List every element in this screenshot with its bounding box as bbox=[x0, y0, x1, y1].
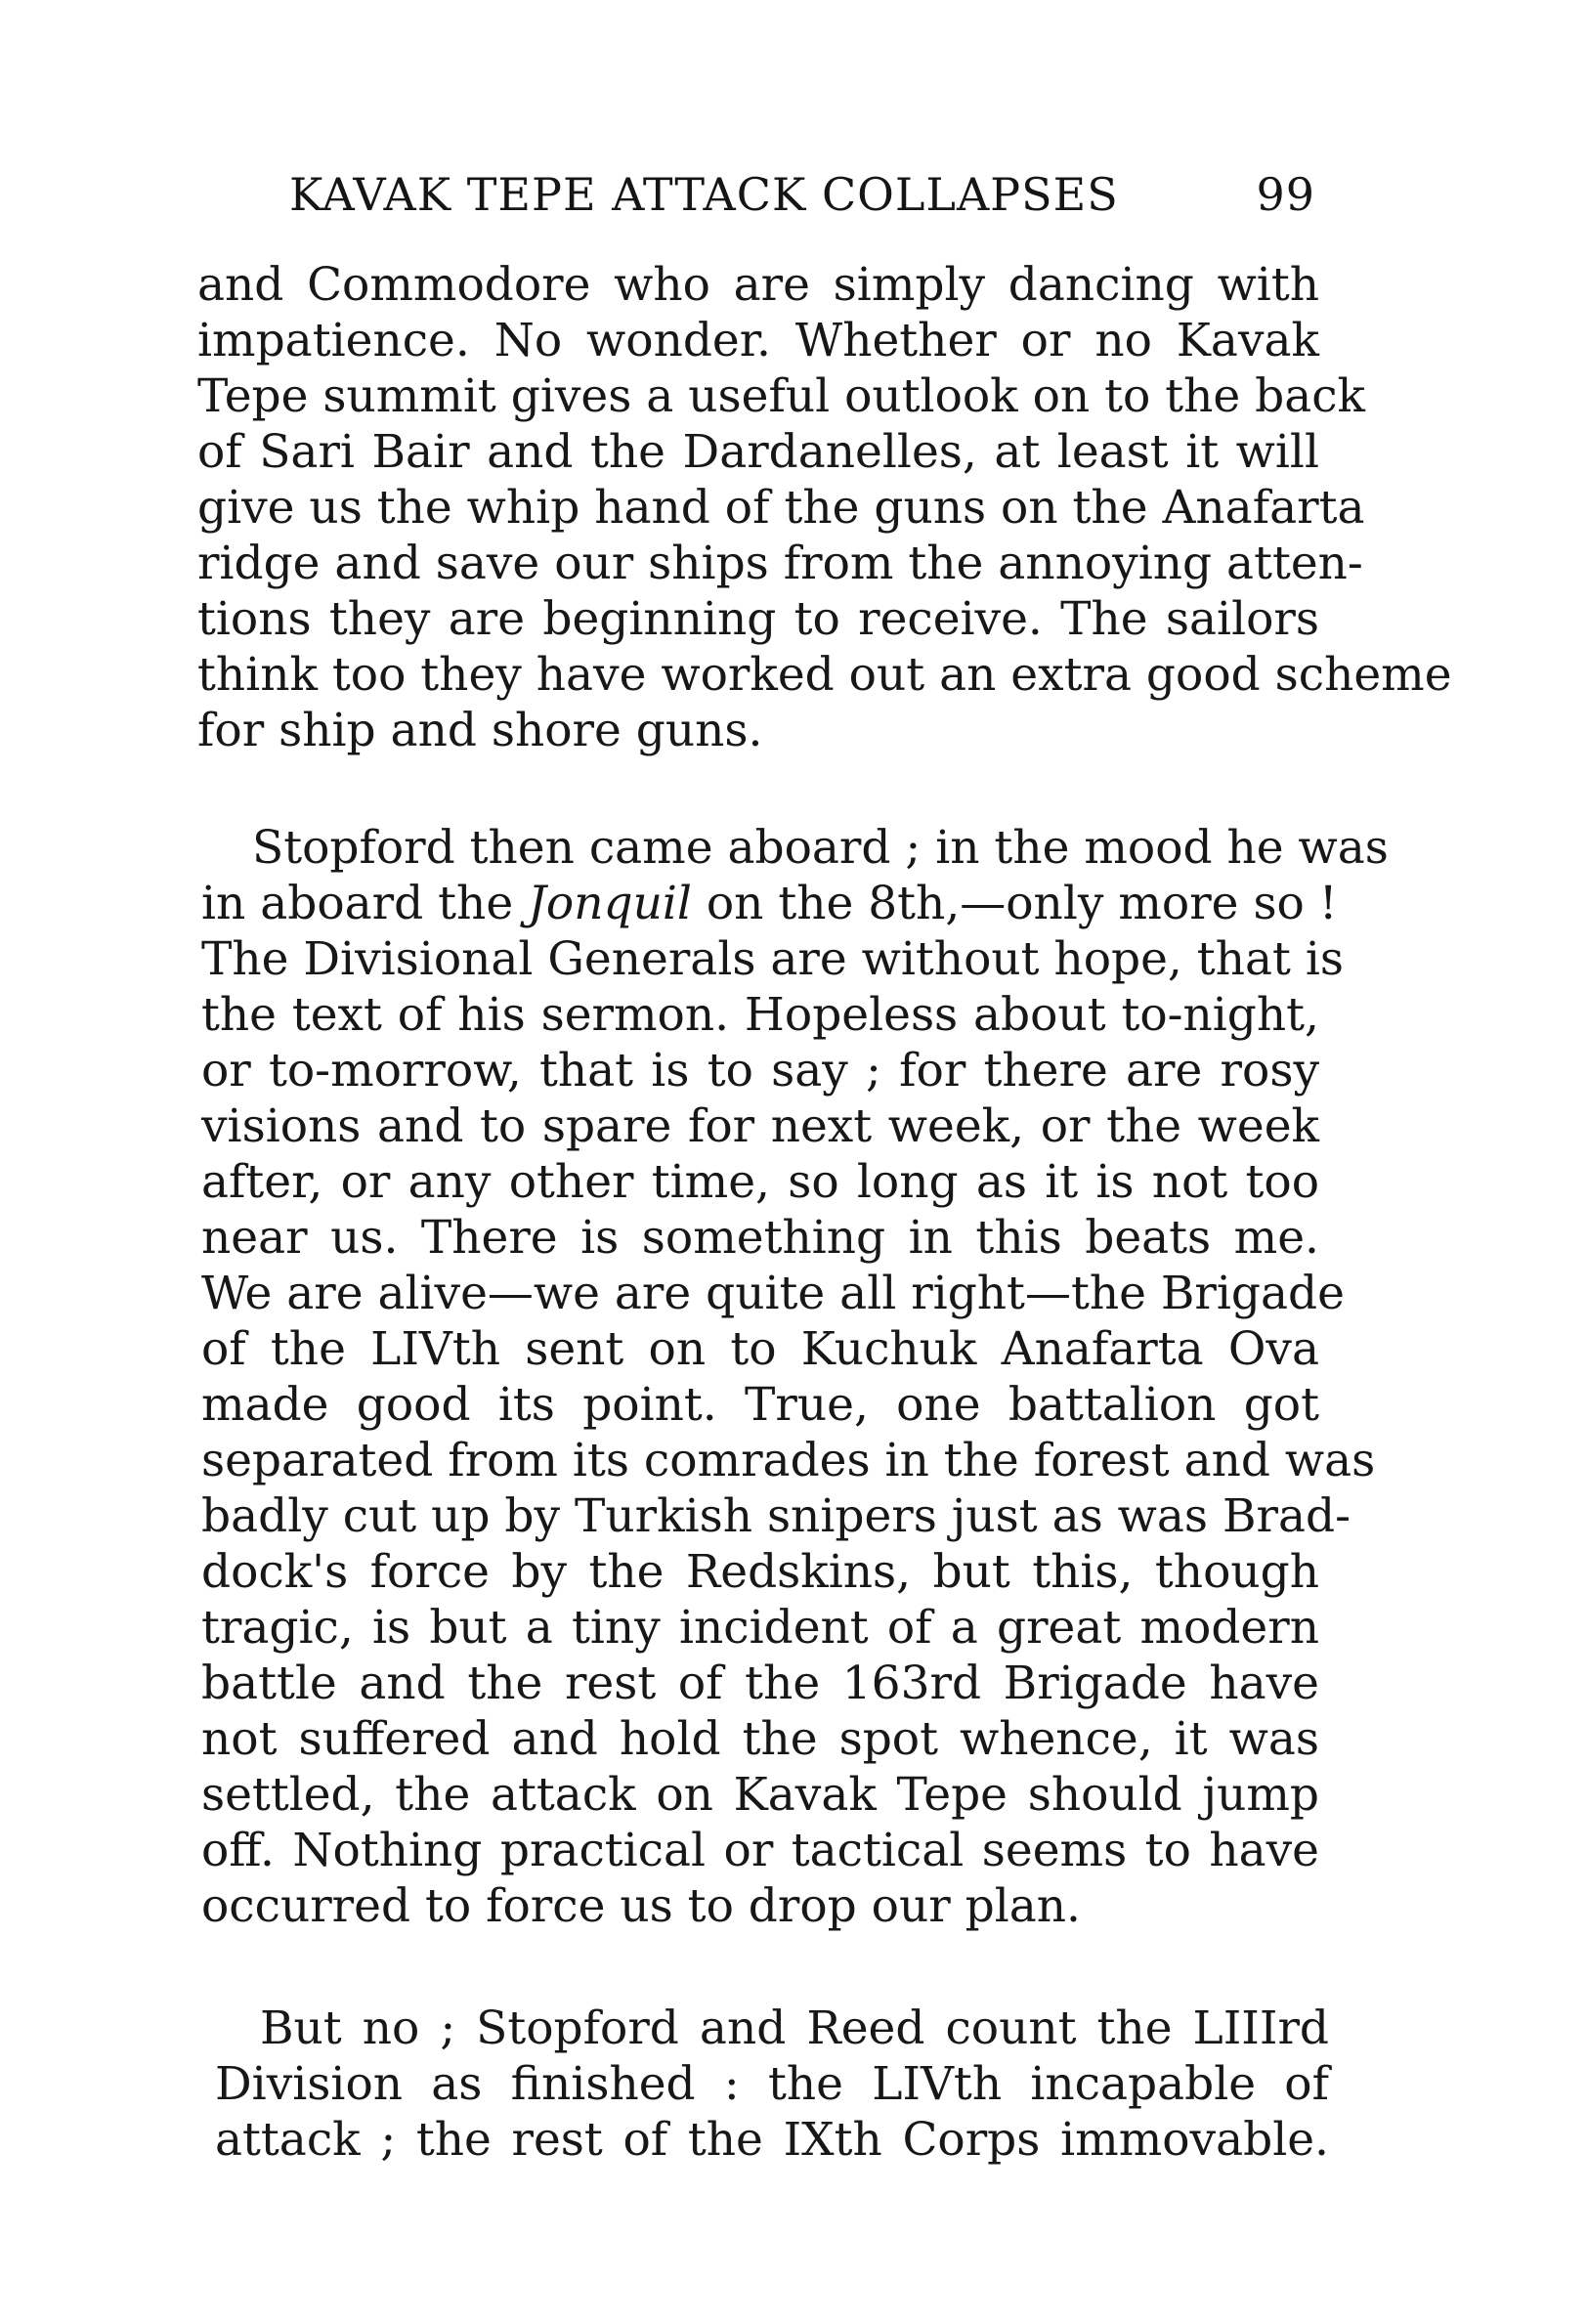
text-line: We are alive—we are quite all right—the Brigade bbox=[201, 1267, 1345, 1320]
text-line: badly cut up by Turkish snipers just as was Brad- bbox=[201, 1489, 1351, 1543]
text-line: Stopford then came aboard ; in the mood he was bbox=[252, 821, 1389, 875]
text-line: made good its point. True, one battalion got bbox=[201, 1378, 1319, 1432]
text-line: of the LIVth sent on to Kuchuk Anafarta Ova bbox=[201, 1322, 1319, 1376]
page-number: 99 bbox=[1256, 168, 1315, 221]
running-head bbox=[289, 168, 1315, 227]
text-line: near us. There is something in this beats me. bbox=[201, 1211, 1319, 1265]
ship-name-italic: Jonquil bbox=[528, 877, 692, 930]
text-line: visions and to spare for next week, or the week bbox=[201, 1099, 1319, 1153]
text-line: impatience. No wonder. Whether or no Kavak bbox=[197, 314, 1319, 367]
text-line: give us the whip hand of the guns on the Anafarta bbox=[197, 481, 1365, 535]
text-line: battle and the rest of the 163rd Brigade have bbox=[201, 1657, 1319, 1710]
text-line: But no ; Stopford and Reed count the LIIIrd bbox=[260, 2001, 1329, 2055]
text-line: The Divisional Generals are without hope, that is bbox=[201, 932, 1344, 986]
text-line: think too they have worked out an extra good scheme bbox=[197, 648, 1452, 702]
text-line: Tepe summit gives a useful outlook on to the back bbox=[197, 369, 1366, 423]
text-line: off. Nothing practical or tactical seems to have bbox=[201, 1824, 1319, 1877]
text-line: after, or any other time, so long as it is not too bbox=[201, 1155, 1319, 1209]
text-line: attack ; the rest of the IXth Corps immovable. bbox=[215, 2113, 1329, 2167]
text-line: ridge and save our ships from the annoying atten- bbox=[197, 537, 1363, 590]
text-line: or to-morrow, that is to say ; for there are rosy bbox=[201, 1044, 1319, 1097]
text-line: for ship and shore guns. bbox=[197, 704, 763, 757]
chapter-running-title: KAVAK TEPE ATTACK COLLAPSES bbox=[289, 168, 1119, 221]
text-line: of Sari Bair and the Dardanelles, at least it will bbox=[197, 425, 1319, 479]
text-line-with-italic bbox=[201, 877, 1338, 931]
text-line: separated from its comrades in the forest and was bbox=[201, 1434, 1376, 1487]
text-line: not suffered and hold the spot whence, it was bbox=[201, 1712, 1319, 1766]
text-line: dock's force by the Redskins, but this, though bbox=[201, 1545, 1319, 1599]
text-line: the text of his sermon. Hopeless about to-night, bbox=[201, 988, 1319, 1042]
text-segment: on the 8th,—only more so ! bbox=[691, 877, 1338, 930]
text-line: and Commodore who are simply dancing with bbox=[197, 258, 1319, 312]
text-segment: in aboard the bbox=[201, 877, 529, 930]
text-line: occurred to force us to drop our plan. bbox=[201, 1879, 1081, 1933]
text-line: settled, the attack on Kavak Tepe should jump bbox=[201, 1768, 1319, 1822]
text-line: tions they are beginning to receive. The sailors bbox=[197, 592, 1319, 646]
text-line: tragic, is but a tiny incident of a great modern bbox=[201, 1601, 1319, 1655]
text-line: Division as finished : the LIVth incapable of bbox=[215, 2057, 1329, 2111]
